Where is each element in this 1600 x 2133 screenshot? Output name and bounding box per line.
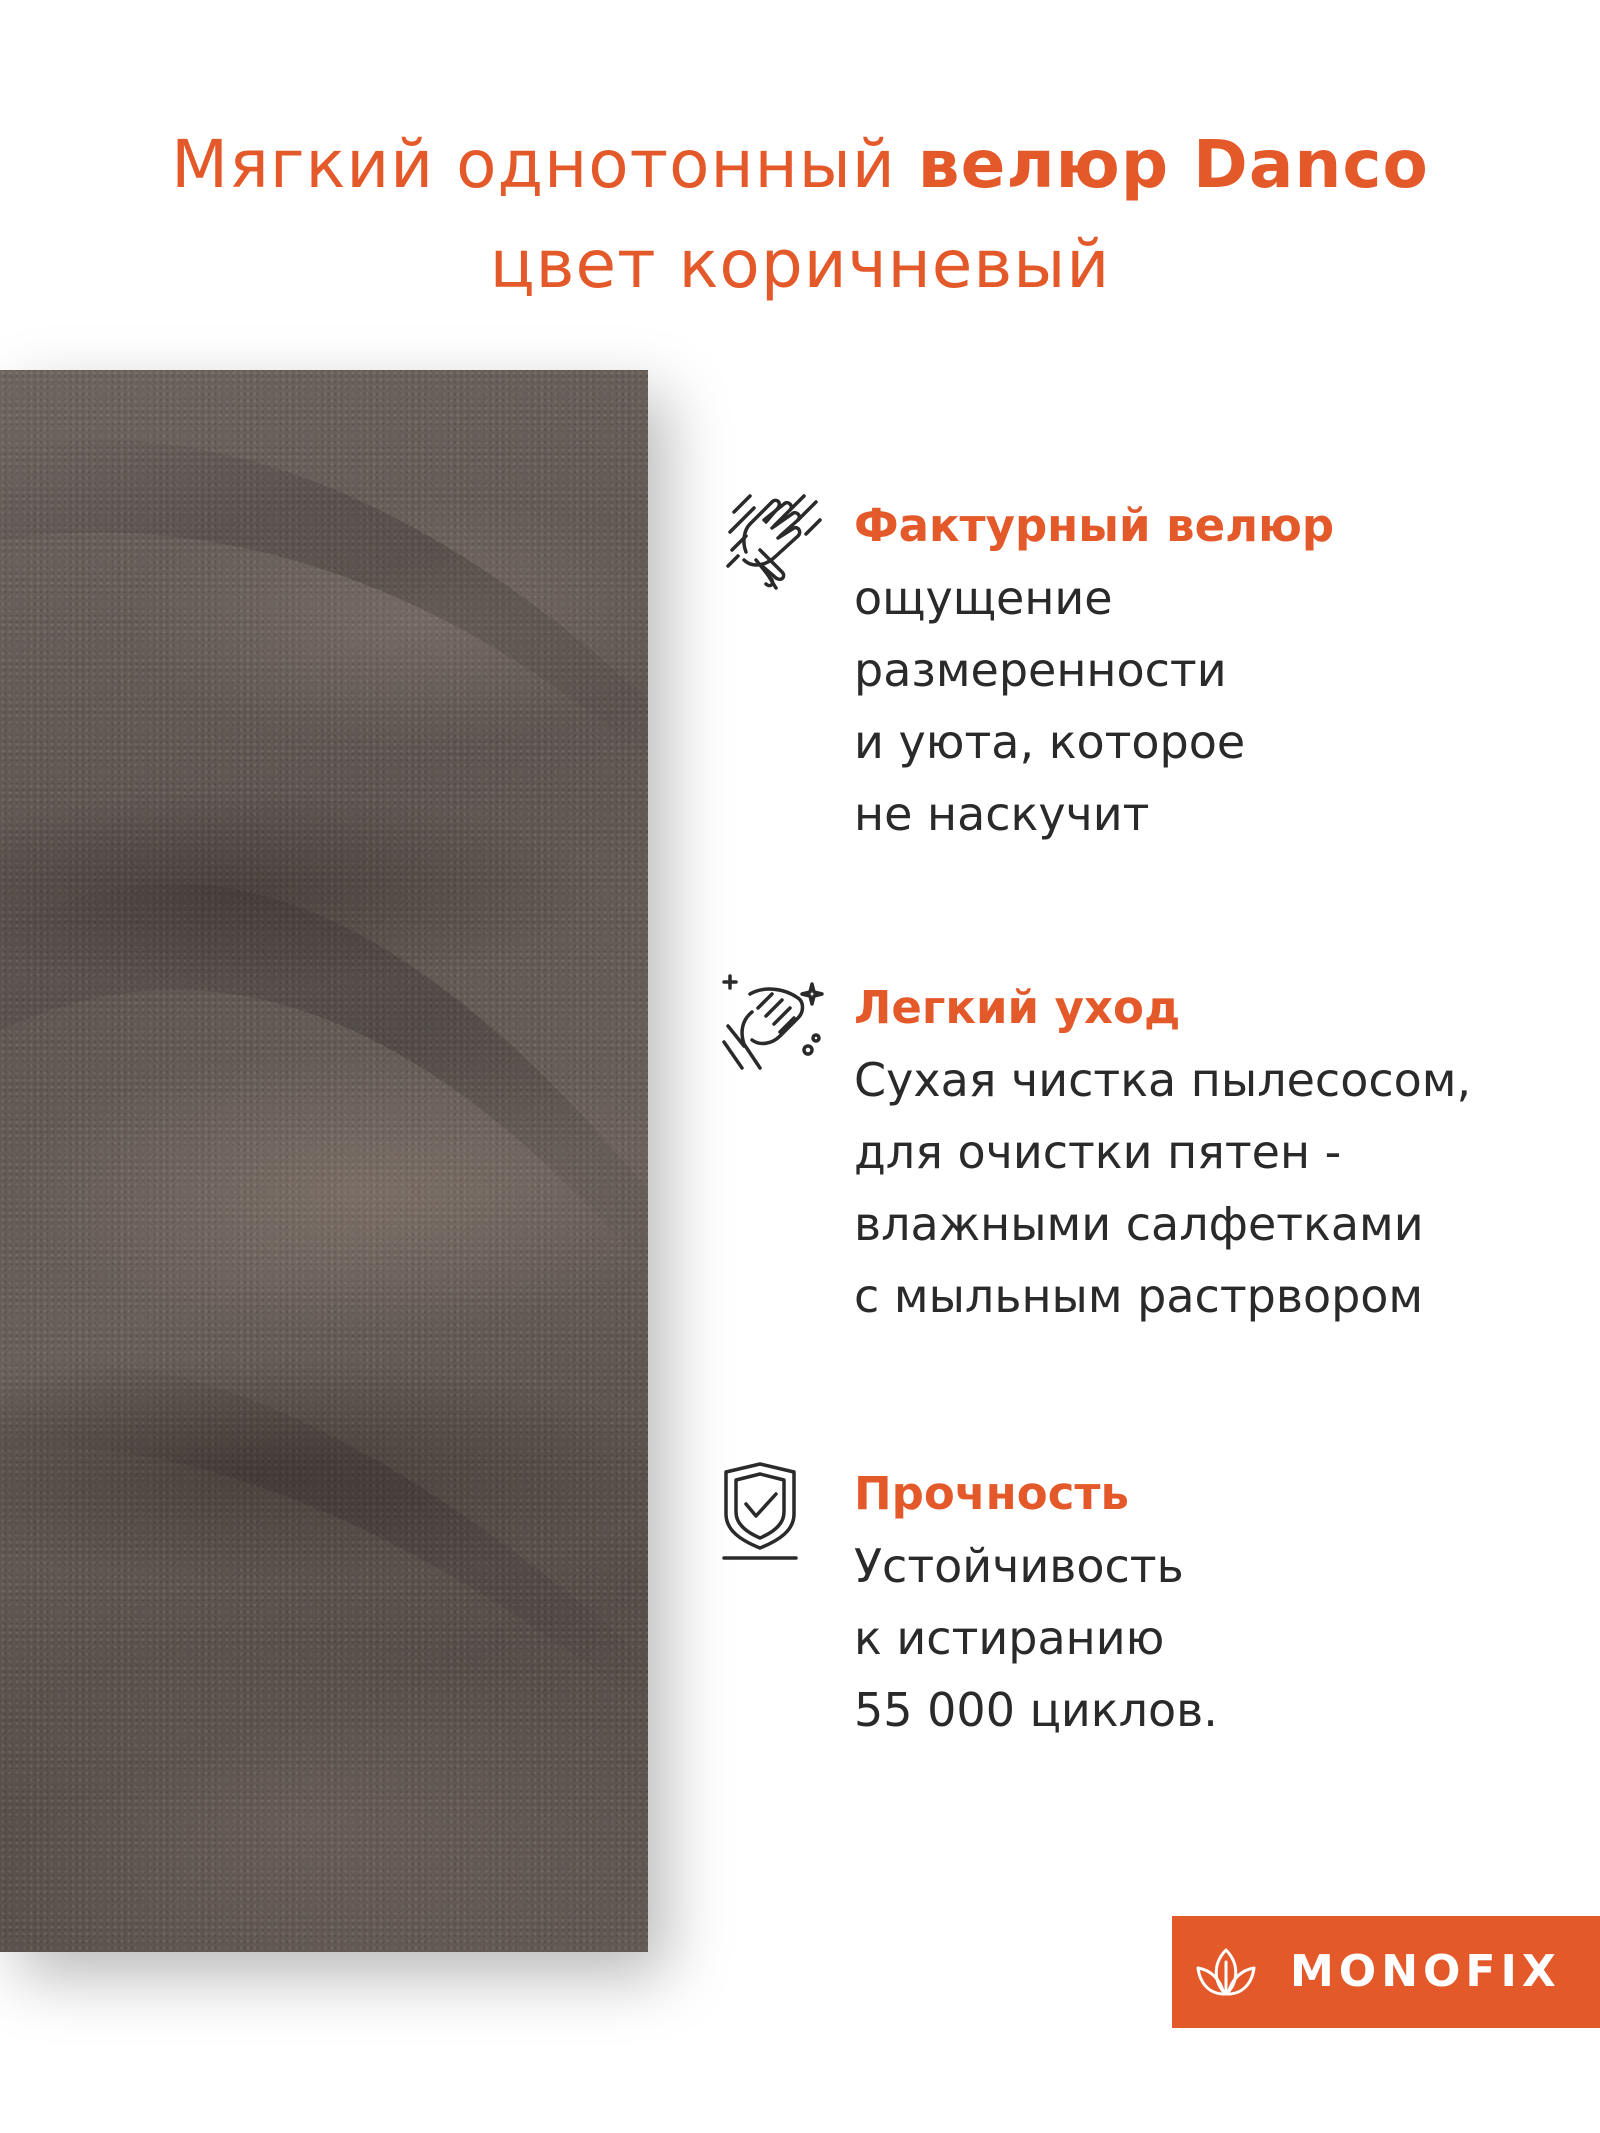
brand-logo — [1172, 1916, 1600, 2028]
feature-description-line: и уюта, которое — [854, 715, 1246, 769]
feature-description-line: ощущение — [854, 571, 1113, 625]
hand-wipe-cleaning-icon — [720, 972, 824, 1076]
leaf-icon — [1196, 1944, 1256, 2000]
brand-name: MONOFIX — [1290, 1946, 1561, 1997]
feature-description-line: Устойчивость — [854, 1539, 1184, 1593]
feature-description — [854, 1044, 1471, 1332]
title-line-2: цвет коричневый — [489, 226, 1111, 303]
feature-description-line: Сухая чистка пылесосом, — [854, 1053, 1472, 1107]
feature-description-line: для очистки пятен - — [854, 1125, 1342, 1179]
feature-description-line: с мыльным растрвором — [854, 1269, 1424, 1323]
title-line-1 — [0, 115, 1600, 215]
feature-description-line: не наскучит — [854, 787, 1150, 841]
feature-description — [854, 1530, 1218, 1746]
feature-heading: Прочность — [854, 1467, 1129, 1520]
feature-heading: Фактурный велюр — [854, 499, 1335, 552]
feature-description-line: к истиранию — [854, 1611, 1165, 1665]
feature-heading: Легкий уход — [854, 981, 1181, 1034]
feature-description-line: 55 000 циклов. — [854, 1683, 1218, 1737]
title-bold: велюр Danco — [917, 126, 1429, 203]
feature-description-line: размеренности — [854, 643, 1227, 697]
title-regular: Мягкий однотонный — [171, 126, 918, 203]
page-title — [0, 115, 1600, 315]
fabric-swatch-image — [0, 370, 648, 1952]
feature-description-line: влажными салфетками — [854, 1197, 1424, 1251]
hands-texture-icon — [720, 490, 824, 594]
shield-check-icon — [720, 1458, 824, 1562]
feature-description — [854, 562, 1245, 850]
